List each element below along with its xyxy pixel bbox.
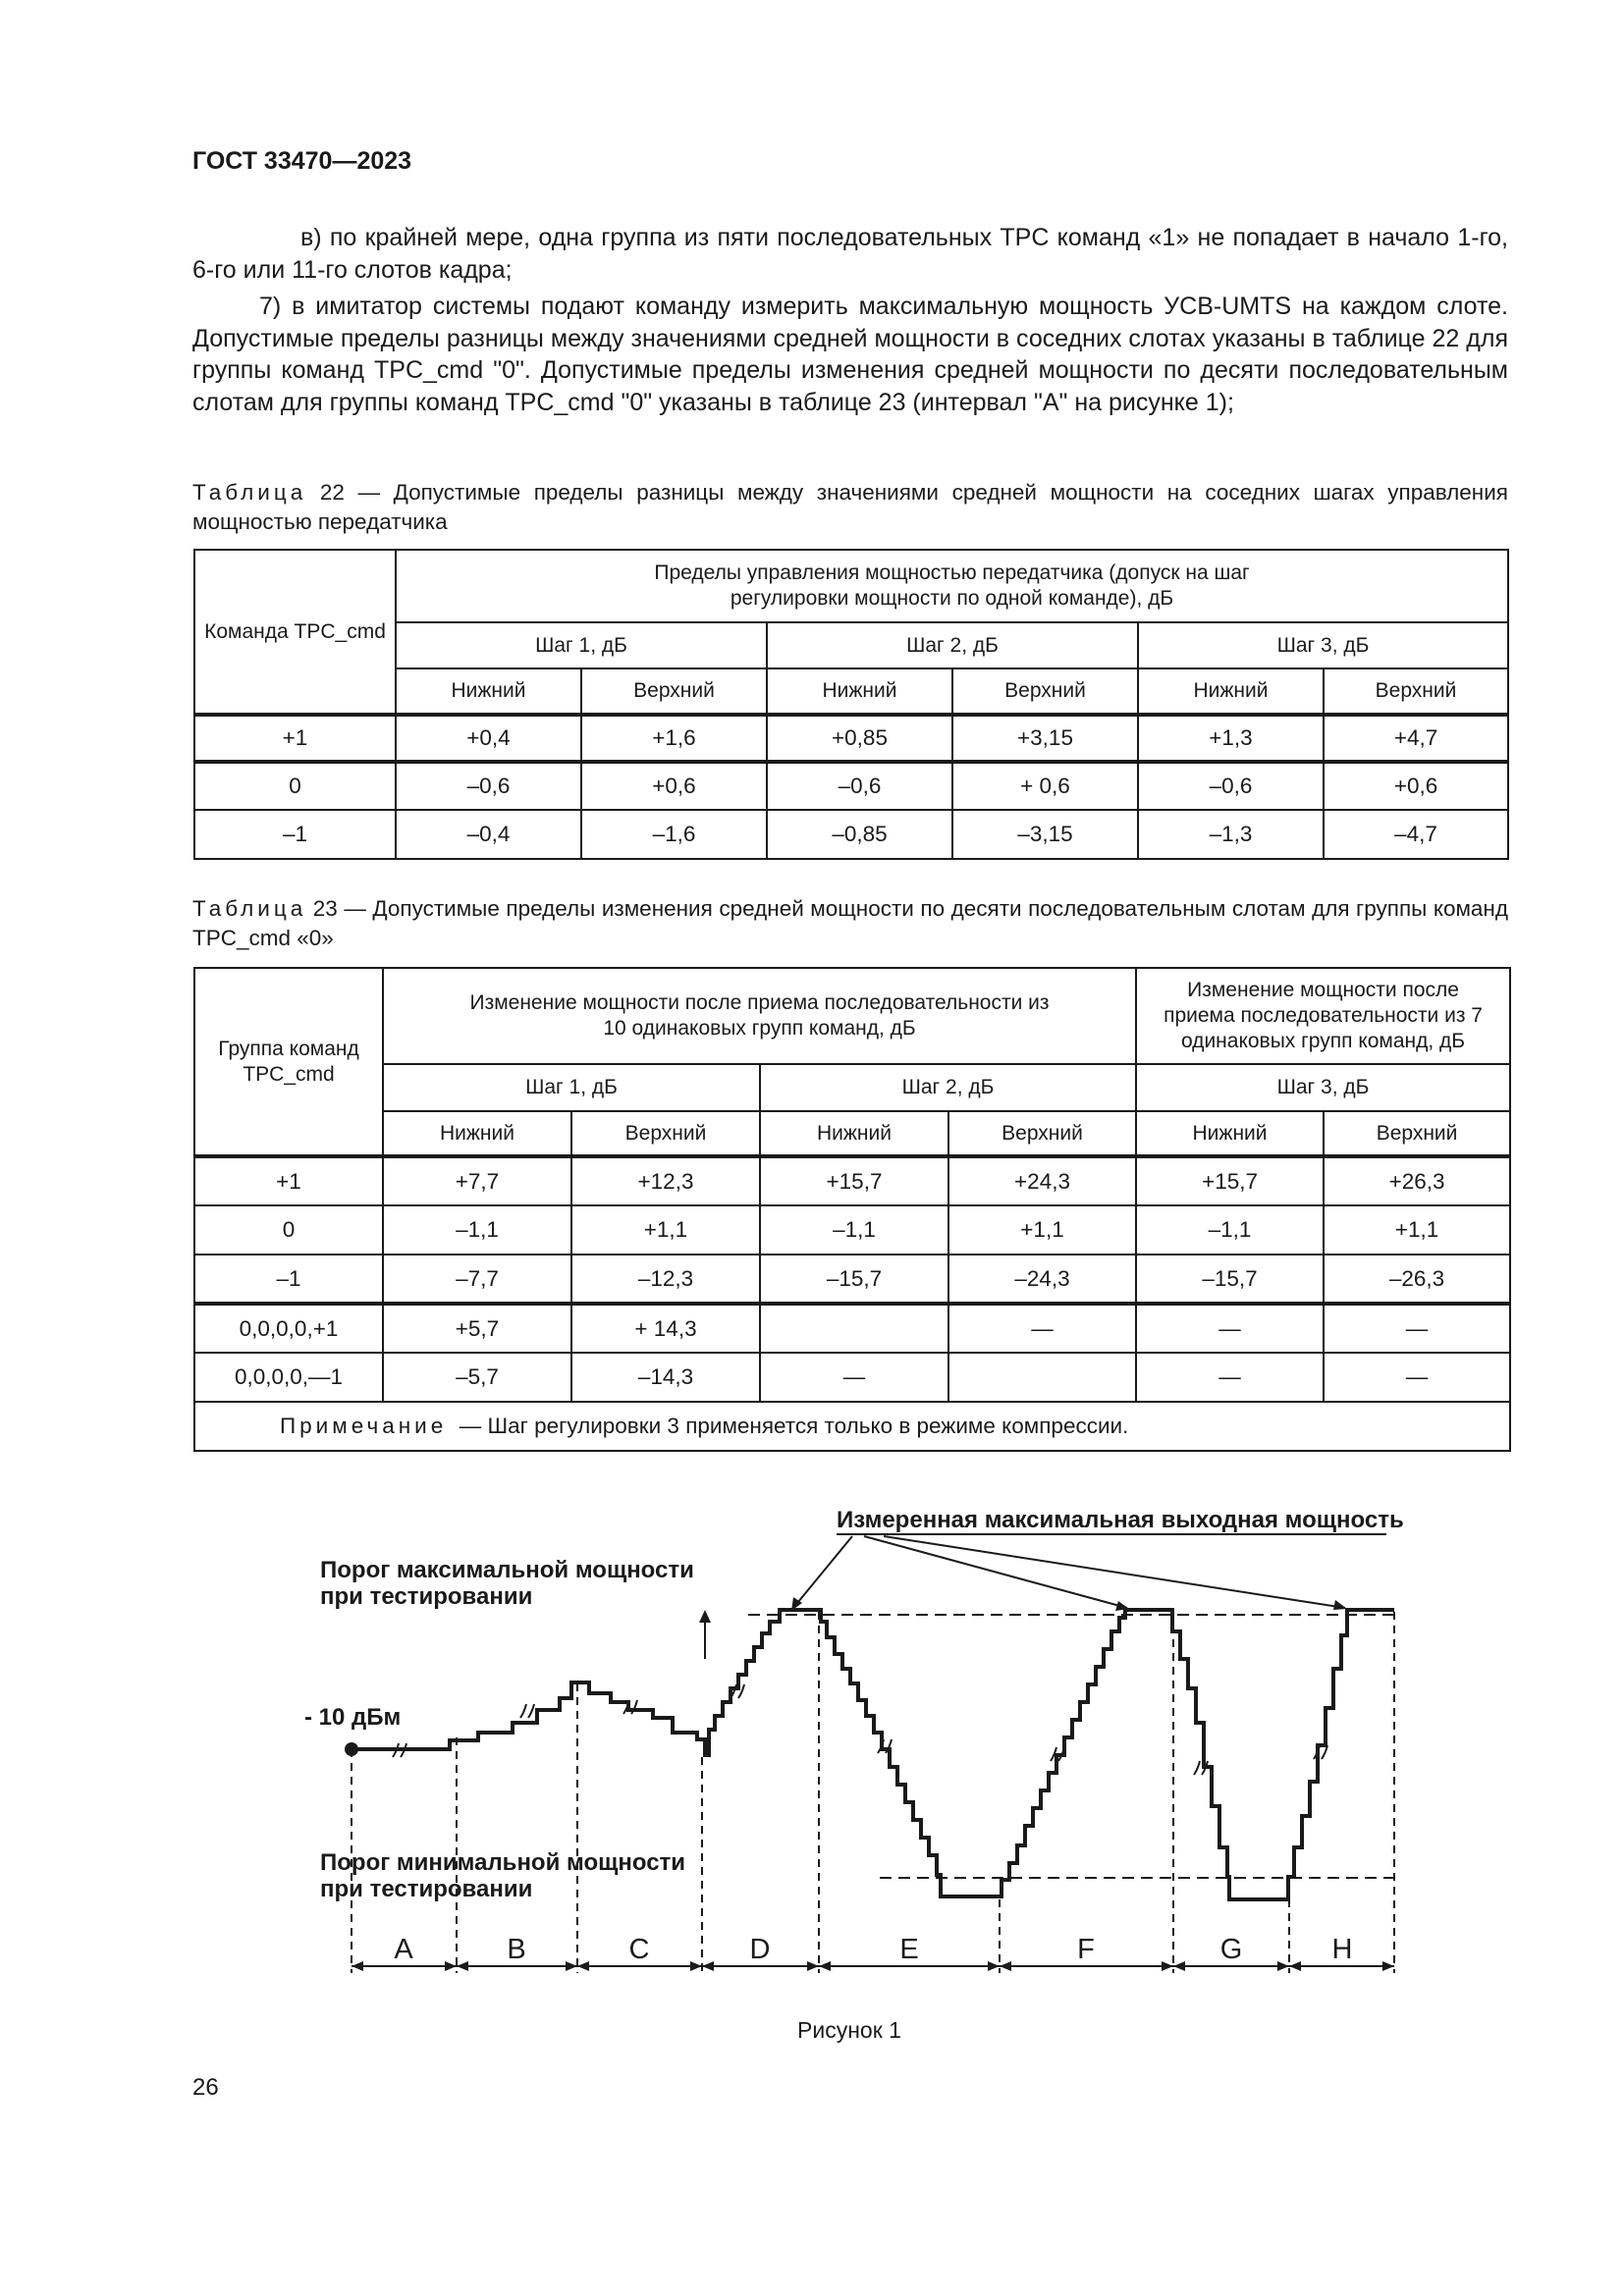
table22-cell: +0,6 bbox=[581, 762, 767, 810]
table22-cell: +0,6 bbox=[1324, 762, 1508, 810]
table22-cell: +1 bbox=[194, 715, 396, 762]
pointer-lines bbox=[793, 1536, 1345, 1608]
table22-header-command: Команда TPC_cmd bbox=[194, 550, 396, 715]
table22-cell: +1,3 bbox=[1138, 715, 1324, 762]
table23-cell: –15,7 bbox=[760, 1255, 948, 1304]
interval-label-b: B bbox=[507, 1934, 526, 1965]
table23-cell: –5,7 bbox=[383, 1353, 571, 1402]
table22-caption-label: Таблица bbox=[192, 480, 307, 505]
table23-cell: +5,7 bbox=[383, 1304, 571, 1353]
threshold-lines bbox=[748, 1615, 1394, 1878]
interval-label-g: G bbox=[1219, 1934, 1243, 1965]
figure-caption: Рисунок 1 bbox=[797, 2017, 901, 2043]
table22-row bbox=[194, 810, 1508, 859]
table22-cell: –0,4 bbox=[396, 810, 581, 859]
table22-caption-text: 22 — Допустимые пределы разницы между значениями средней мощности на соседних шагах управления мощностью передатчика bbox=[192, 480, 1508, 534]
table22-cell: +0,85 bbox=[767, 715, 952, 762]
table23-note bbox=[194, 1402, 1510, 1451]
label-max-threshold-2: при тестировании bbox=[320, 1583, 533, 1610]
start-point bbox=[345, 1742, 358, 1756]
table22-upper: Верхний bbox=[581, 668, 767, 715]
table23-caption bbox=[192, 894, 1508, 953]
interval-label-e: E bbox=[899, 1934, 919, 1965]
table23-lower: Нижний bbox=[1136, 1111, 1324, 1156]
table23-cell: +12,3 bbox=[571, 1156, 760, 1205]
table23-cell: +15,7 bbox=[1136, 1156, 1324, 1205]
table22-cell: +1,6 bbox=[581, 715, 767, 762]
table22-cell: –0,85 bbox=[767, 810, 952, 859]
table23-note-label: Примечание bbox=[280, 1414, 448, 1438]
table23-cell: –14,3 bbox=[571, 1353, 760, 1402]
table22-step2: Шаг 2, дБ bbox=[767, 622, 1138, 668]
table23-cell bbox=[948, 1353, 1136, 1402]
table23-cell: –7,7 bbox=[383, 1255, 571, 1304]
table23-row bbox=[194, 1255, 1510, 1304]
table23-row bbox=[194, 1205, 1510, 1255]
table23-row bbox=[194, 1156, 1510, 1205]
table23-cell: –12,3 bbox=[571, 1255, 760, 1304]
table22-caption bbox=[192, 478, 1508, 537]
table23-caption-text: 23 — Допустимые пределы изменения средней мощности по десяти последовательным слотам для группы команд TPC_cmd «0» bbox=[192, 896, 1508, 950]
table23-step3: Шаг 3, дБ bbox=[1136, 1064, 1510, 1111]
table23-upper: Верхний bbox=[571, 1111, 760, 1156]
table23-cell: +24,3 bbox=[948, 1156, 1136, 1205]
table23-upper: Верхний bbox=[948, 1111, 1136, 1156]
up-arrow-head-icon bbox=[699, 1610, 711, 1623]
table22-cell: –1,3 bbox=[1138, 810, 1324, 859]
table23-cell: +26,3 bbox=[1324, 1156, 1510, 1205]
page-number: 26 bbox=[192, 2074, 219, 2101]
table23-cell: 0 bbox=[194, 1205, 383, 1255]
table22-lower: Нижний bbox=[767, 668, 952, 715]
table22-cell: –4,7 bbox=[1324, 810, 1508, 859]
table23-lower: Нижний bbox=[383, 1111, 571, 1156]
table23-upper: Верхний bbox=[1324, 1111, 1510, 1156]
table23-cell: — bbox=[1136, 1304, 1324, 1353]
table23-cell: –24,3 bbox=[948, 1255, 1136, 1304]
interval-label-d: D bbox=[749, 1934, 771, 1965]
table22-step3: Шаг 3, дБ bbox=[1138, 622, 1508, 668]
table23-cell: –1,1 bbox=[383, 1205, 571, 1255]
label-max-threshold-1: Порог максимальной мощности bbox=[320, 1557, 694, 1583]
paragraph-7: 7) в имитатор системы подают команду измерить максимальную мощность УСВ-UMTS на каждом слоте. Допустимые пределы разницы между значениями средней мощности в соседних слотах указаны в таблице 22 для группы команд TPC_cmd "0". Допустимые пределы изменения средней мощности по десяти последовательным слотам для группы команд TPC_cmd "0" указаны в таблице 23 (интервал "A" на рисунке 1); bbox=[192, 293, 1508, 416]
table22-cell: –3,15 bbox=[952, 810, 1138, 859]
table22-cell: –0,6 bbox=[767, 762, 952, 810]
label-min-threshold-1: Порог минимальной мощности bbox=[320, 1849, 686, 1876]
table23-row bbox=[194, 1353, 1510, 1402]
label-measured-power: Измеренная максимальная выходная мощность bbox=[837, 1507, 1404, 1533]
table23-cell: –1 bbox=[194, 1255, 383, 1304]
interval-label-c: C bbox=[628, 1934, 650, 1965]
table23-cell: –15,7 bbox=[1136, 1255, 1324, 1304]
figure-1 bbox=[0, 1472, 1624, 2002]
table22-cell: 0 bbox=[194, 762, 396, 810]
table23-cell: — bbox=[1324, 1304, 1510, 1353]
table23-cell: +7,7 bbox=[383, 1156, 571, 1205]
pointer-arrowheads bbox=[791, 1597, 1347, 1611]
table23-step2: Шаг 2, дБ bbox=[760, 1064, 1136, 1111]
table23-header-change10: Изменение мощности после приема последовательности из 10 одинаковых групп команд, дБ bbox=[383, 968, 1136, 1064]
table23-cell: — bbox=[1324, 1353, 1510, 1402]
table22-cell: –0,6 bbox=[1138, 762, 1324, 810]
table23-cell: 0,0,0,0,—1 bbox=[194, 1353, 383, 1402]
table23-step1: Шаг 1, дБ bbox=[383, 1064, 760, 1111]
table23-header-group: Группа команд TPC_cmd bbox=[194, 968, 383, 1156]
table22-cell: + 0,6 bbox=[952, 762, 1138, 810]
table23-cell: 0,0,0,0,+1 bbox=[194, 1304, 383, 1353]
label-start-level: - 10 дБм bbox=[304, 1704, 402, 1731]
table23-note-text: — Шаг регулировки 3 применяется только в режиме компрессии. bbox=[459, 1414, 1129, 1438]
table23-lower: Нижний bbox=[760, 1111, 948, 1156]
table23-cell: –1,1 bbox=[1136, 1205, 1324, 1255]
table22-row bbox=[194, 715, 1508, 762]
label-min-threshold-2: при тестировании bbox=[320, 1876, 533, 1902]
table22-upper: Верхний bbox=[1324, 668, 1508, 715]
table22-lower: Нижний bbox=[1138, 668, 1324, 715]
table23-cell: — bbox=[760, 1353, 948, 1402]
document-header: ГОСТ 33470—2023 bbox=[192, 147, 412, 175]
table23-cell: — bbox=[1136, 1353, 1324, 1402]
table23-cell: +1 bbox=[194, 1156, 383, 1205]
table22-cell: –1,6 bbox=[581, 810, 767, 859]
table22-cell: –0,6 bbox=[396, 762, 581, 810]
table23-caption-label: Таблица bbox=[192, 896, 307, 921]
table23-cell: +15,7 bbox=[760, 1156, 948, 1205]
interval-label-h: H bbox=[1331, 1934, 1353, 1965]
table23-cell: +1,1 bbox=[1324, 1205, 1510, 1255]
table23-cell: +1,1 bbox=[571, 1205, 760, 1255]
table22-upper: Верхний bbox=[952, 668, 1138, 715]
table23-header-change7: Изменение мощности после приема последовательности из 7 одинаковых групп команд, дБ bbox=[1136, 968, 1510, 1064]
paragraph-v: в) по крайней мере, одна группа из пяти последовательных TPC команд «1» не попадает в начало 1-го, 6-го или 11-го слотов кадра; bbox=[192, 224, 1508, 284]
interval-label-a: A bbox=[394, 1934, 413, 1965]
table22-cell: +4,7 bbox=[1324, 715, 1508, 762]
table22-row bbox=[194, 762, 1508, 810]
table23-cell: +1,1 bbox=[948, 1205, 1136, 1255]
table23-cell: — bbox=[948, 1304, 1136, 1353]
table22-lower: Нижний bbox=[396, 668, 581, 715]
interval-dividers bbox=[352, 1612, 1394, 1973]
table23-cell bbox=[760, 1304, 948, 1353]
table22 bbox=[193, 549, 1509, 860]
interval-label-f: F bbox=[1077, 1934, 1095, 1965]
table23-cell: –1,1 bbox=[760, 1205, 948, 1255]
table23-row bbox=[194, 1304, 1510, 1353]
table23-cell: + 14,3 bbox=[571, 1304, 760, 1353]
table22-cell: +3,15 bbox=[952, 715, 1138, 762]
table23-cell: –26,3 bbox=[1324, 1255, 1510, 1304]
table22-cell: +0,4 bbox=[396, 715, 581, 762]
table22-header-group: Пределы управления мощностью передатчика (допуск на шаг регулировки мощности по одной команде), дБ bbox=[396, 550, 1508, 622]
table23 bbox=[193, 967, 1511, 1452]
table22-cell: –1 bbox=[194, 810, 396, 859]
table22-step1: Шаг 1, дБ bbox=[396, 622, 767, 668]
